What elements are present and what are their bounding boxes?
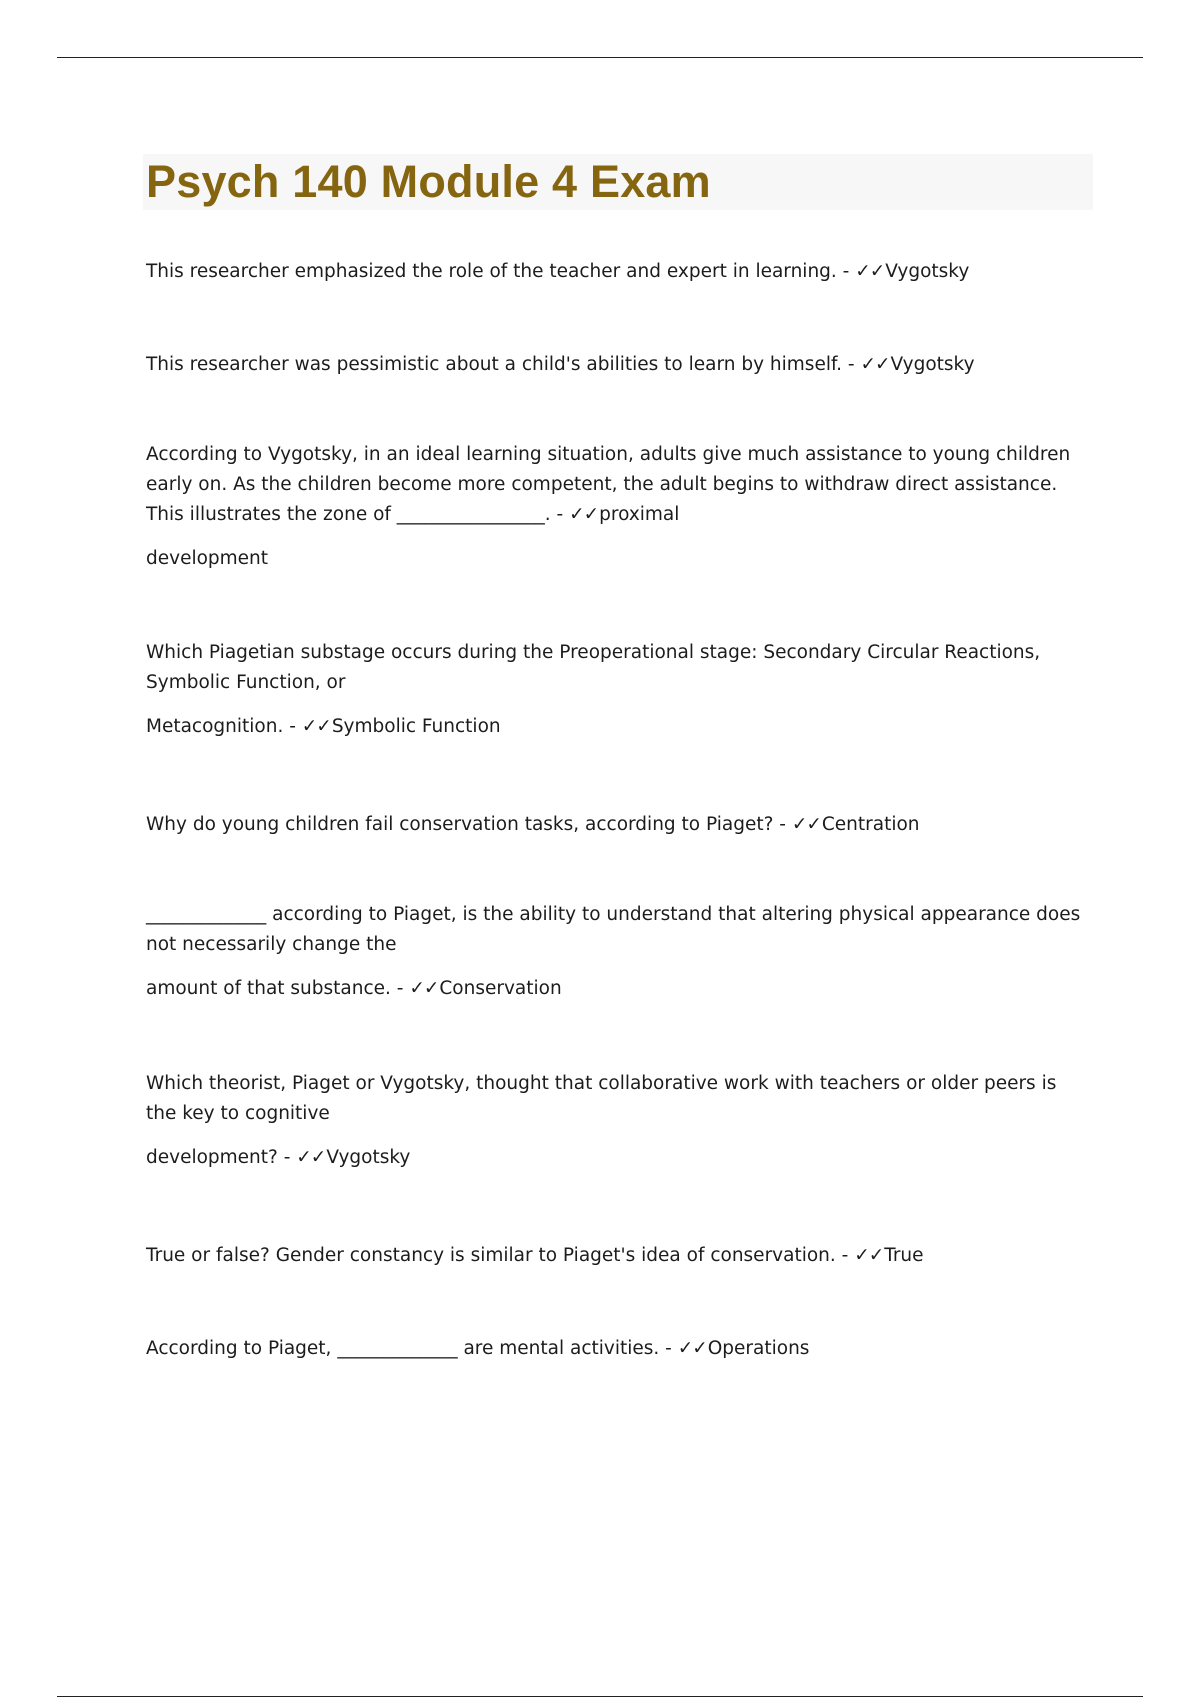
continuation-line: development [146,548,269,569]
question-line [146,440,1086,530]
qa-item-6 [146,900,1086,1004]
question-text: True or false? Gender constancy is similar to Piaget's idea of conservation. [146,1245,836,1266]
question-text: development? [146,1147,278,1168]
separator: - [836,261,856,282]
answer-text: Vygotsky [326,1147,411,1168]
question-text: This researcher was pessimistic about a child's abilities to learn by himself. [146,354,843,375]
question-line [146,712,1086,742]
question-line: Which Piagetian substage occurs during the Preoperational stage: Secondary Circular Reactions, Symbolic Function, or [146,642,1041,693]
qa-item-7 [146,1069,1086,1173]
question-text: According to Piaget, _____________ are mental activities. [146,1338,660,1359]
question-text: This researcher emphasized the role of the teacher and expert in learning. [146,261,837,282]
separator: - [842,354,861,375]
qa-item-3 [146,440,1086,574]
double-check-icon: ✓✓ [791,814,821,835]
separator: - [659,1338,678,1359]
double-check-icon: ✓✓ [855,261,885,282]
answer-text: Operations [707,1338,810,1359]
qa-item-9 [146,1334,1086,1364]
question-line [146,810,1086,840]
separator: - [283,716,302,737]
question-text: According to Vygotsky, in an ideal learning situation, adults give much assistance to young children early on. As the children become more competent, the adult begins to withdraw direct assistance. This illustrates the zone of ________________. [146,444,1071,525]
separator: - [835,1245,855,1266]
answer-text: Symbolic Function [331,716,501,737]
document-title: Psych 140 Module 4 Exam [146,156,711,207]
question-line [146,1334,1086,1364]
separator: - [390,978,410,999]
question-line [146,974,1086,1004]
double-check-icon: ✓✓ [860,354,890,375]
answer-text: Vygotsky [890,354,975,375]
double-check-icon: ✓✓ [569,504,599,525]
answer-text: proximal [599,504,680,525]
question-text: amount of that substance. [146,978,391,999]
answer-text: Conservation [439,978,562,999]
qa-item-5 [146,810,1086,840]
answer-text: Vygotsky [885,261,970,282]
separator: - [550,504,570,525]
qa-item-8 [146,1241,1086,1271]
question-line: _____________ according to Piaget, is the ability to understand that altering physical appearance does not necessarily change the [146,904,1081,955]
question-text: Metacognition. [146,716,284,737]
answer-text: True [884,1245,924,1266]
separator: - [773,814,792,835]
question-line [146,350,1086,380]
qa-item-2 [146,350,1086,380]
question-text: Why do young children fail conservation tasks, according to Piaget? [146,814,774,835]
answer-text: Centration [821,814,920,835]
double-check-icon: ✓✓ [854,1245,884,1266]
question-line [146,1143,1086,1173]
question-line [146,257,1086,287]
bottom-rule [57,1696,1143,1697]
top-rule [57,57,1143,58]
qa-item-1 [146,257,1086,287]
double-check-icon: ✓✓ [301,716,331,737]
question-line [146,1241,1086,1271]
double-check-icon: ✓✓ [296,1147,326,1168]
double-check-icon: ✓✓ [409,978,439,999]
question-line: Which theorist, Piaget or Vygotsky, thought that collaborative work with teachers or older peers is the key to cognitive [146,1073,1057,1124]
qa-item-4 [146,638,1086,742]
separator: - [277,1147,297,1168]
double-check-icon: ✓✓ [677,1338,707,1359]
